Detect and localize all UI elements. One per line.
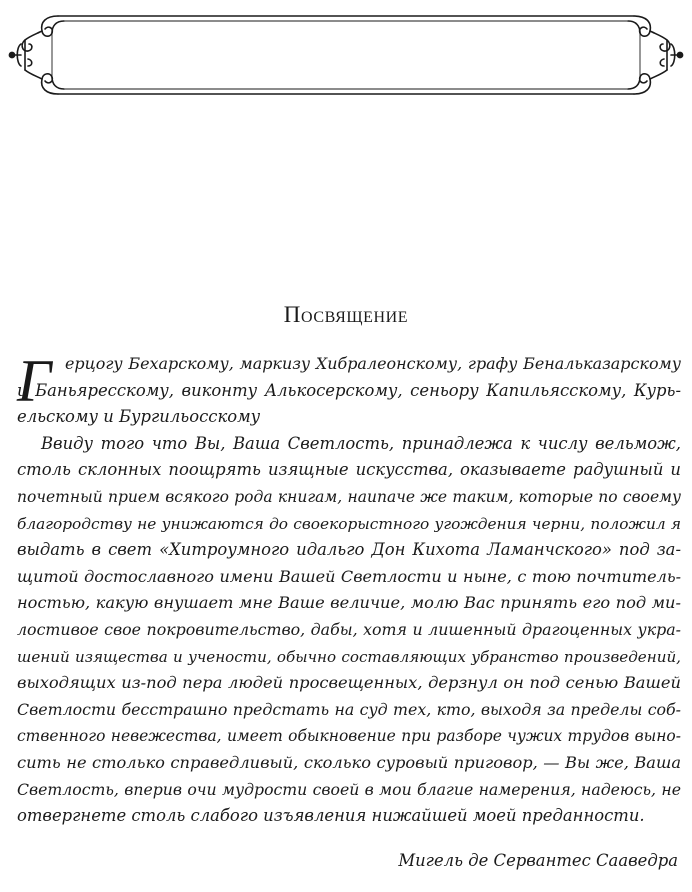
body-line: ностью, какую внушает мне Ваше величие, молю Вас принять его под ми-	[17, 593, 681, 613]
body-line: шений изящества и учености, обычно составляющих убранство произведений,	[17, 647, 681, 666]
body-line: почетный прием всякого рода книгам, наипаче же таким, которые по своему	[17, 487, 681, 506]
body-line: щитой достославного имени Вашей Светлости и ныне, с тою почтитель-	[17, 566, 681, 586]
body-line: Светлость, вперив очи мудрости своей в мои благие намерения, надеюсь, не	[17, 779, 681, 799]
dedication-line-text: ерцогу Бехарскому, маркизу Хибралеонскому, графу Бенальказарскому	[65, 354, 681, 373]
body-line: ственного невежества, имеет обыкновение при разборе чужих трудов выно-	[17, 727, 681, 746]
body-line: выдать в свет «Хитроумного идальго Дон Кихота Ламанчского» под за-	[17, 540, 681, 560]
dedication-line: ельскому и Бургильосскому	[17, 407, 261, 427]
ornamental-header-frame-icon	[0, 0, 692, 110]
body-line: выходящих из-под пера людей просвещенных, дерзнул он под сенью Вашей	[17, 673, 681, 693]
body-line: отвергнете столь слабого изъявления нижайшей моей преданности.	[17, 806, 645, 826]
drop-cap: Г	[17, 348, 52, 414]
body-line: лостивое свое покровительство, дабы, хотя и лишенный драгоценных укра-	[17, 619, 681, 639]
body-line: сить не столько справедливый, сколько суровый приговор, — Вы же, Ваша	[17, 752, 681, 772]
body-line: Светлости бесстрашно предстать на суд тех, кто, выходя за пределы соб-	[17, 699, 681, 719]
body-line: столь склонных поощрять изящные искусства, оказываете радушный и	[17, 460, 681, 480]
dedication-text	[17, 348, 681, 830]
page-title: Посвящение	[283, 302, 409, 327]
author-signature: Мигель де Сервантес Сааведра	[398, 851, 678, 870]
body-line: благородству не унижаются до своекорыстного угождения черни, положил я	[17, 514, 681, 533]
body-line: Ввиду того что Вы, Ваша Светлость, принадлежа к числу вельмож,	[41, 433, 681, 453]
dedication-line: и Баньяресскому, виконту Алькосерскому, сеньору Капильясскому, Курь-	[17, 380, 681, 400]
